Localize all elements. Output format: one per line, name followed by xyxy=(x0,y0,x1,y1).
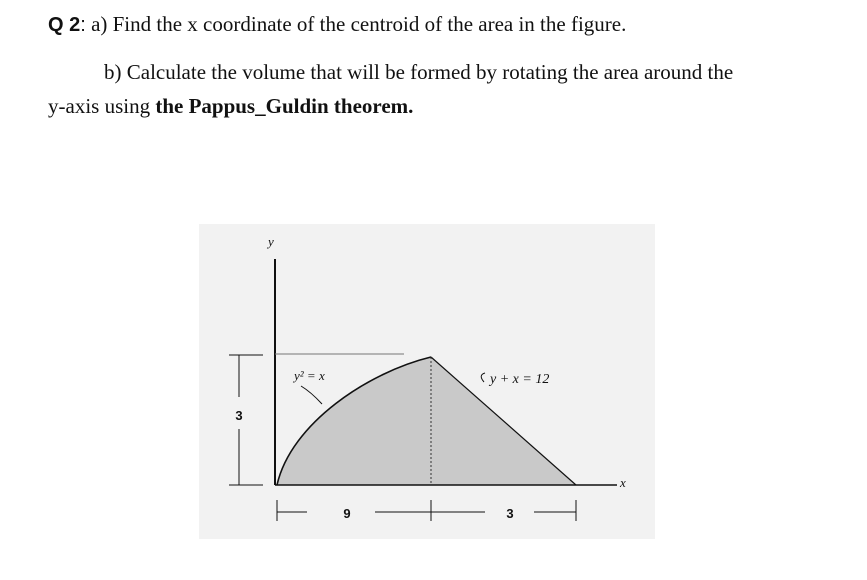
curve-leader-line xyxy=(301,386,322,404)
area-figure xyxy=(199,224,655,539)
parabola-label: y² = x xyxy=(294,368,325,383)
dim-label-3: 3 xyxy=(506,506,514,521)
line-equation-label: y + x = 12 xyxy=(490,372,550,387)
part-b-bold-theorem: the Pappus_Guldin theorem. xyxy=(155,94,414,118)
part-b-continuation: y-axis using xyxy=(48,94,156,118)
dim-label-9: 9 xyxy=(343,506,351,521)
question-colon: : xyxy=(80,14,86,36)
question-line-b-cont xyxy=(48,94,413,119)
question-line-a xyxy=(48,12,626,37)
y-axis-label: y xyxy=(268,234,274,249)
height-dimension-label: 3 xyxy=(235,408,243,423)
x-axis-label: x xyxy=(620,475,626,490)
line-leader xyxy=(481,373,485,382)
part-b-text: b) Calculate the volume that will be formed by rotating the area around the xyxy=(104,60,734,84)
question-number: Q 2 xyxy=(48,14,81,36)
part-a-text: a) Find the x coordinate of the centroid of the area in the figure. xyxy=(85,12,627,36)
figure-svg xyxy=(199,224,655,539)
